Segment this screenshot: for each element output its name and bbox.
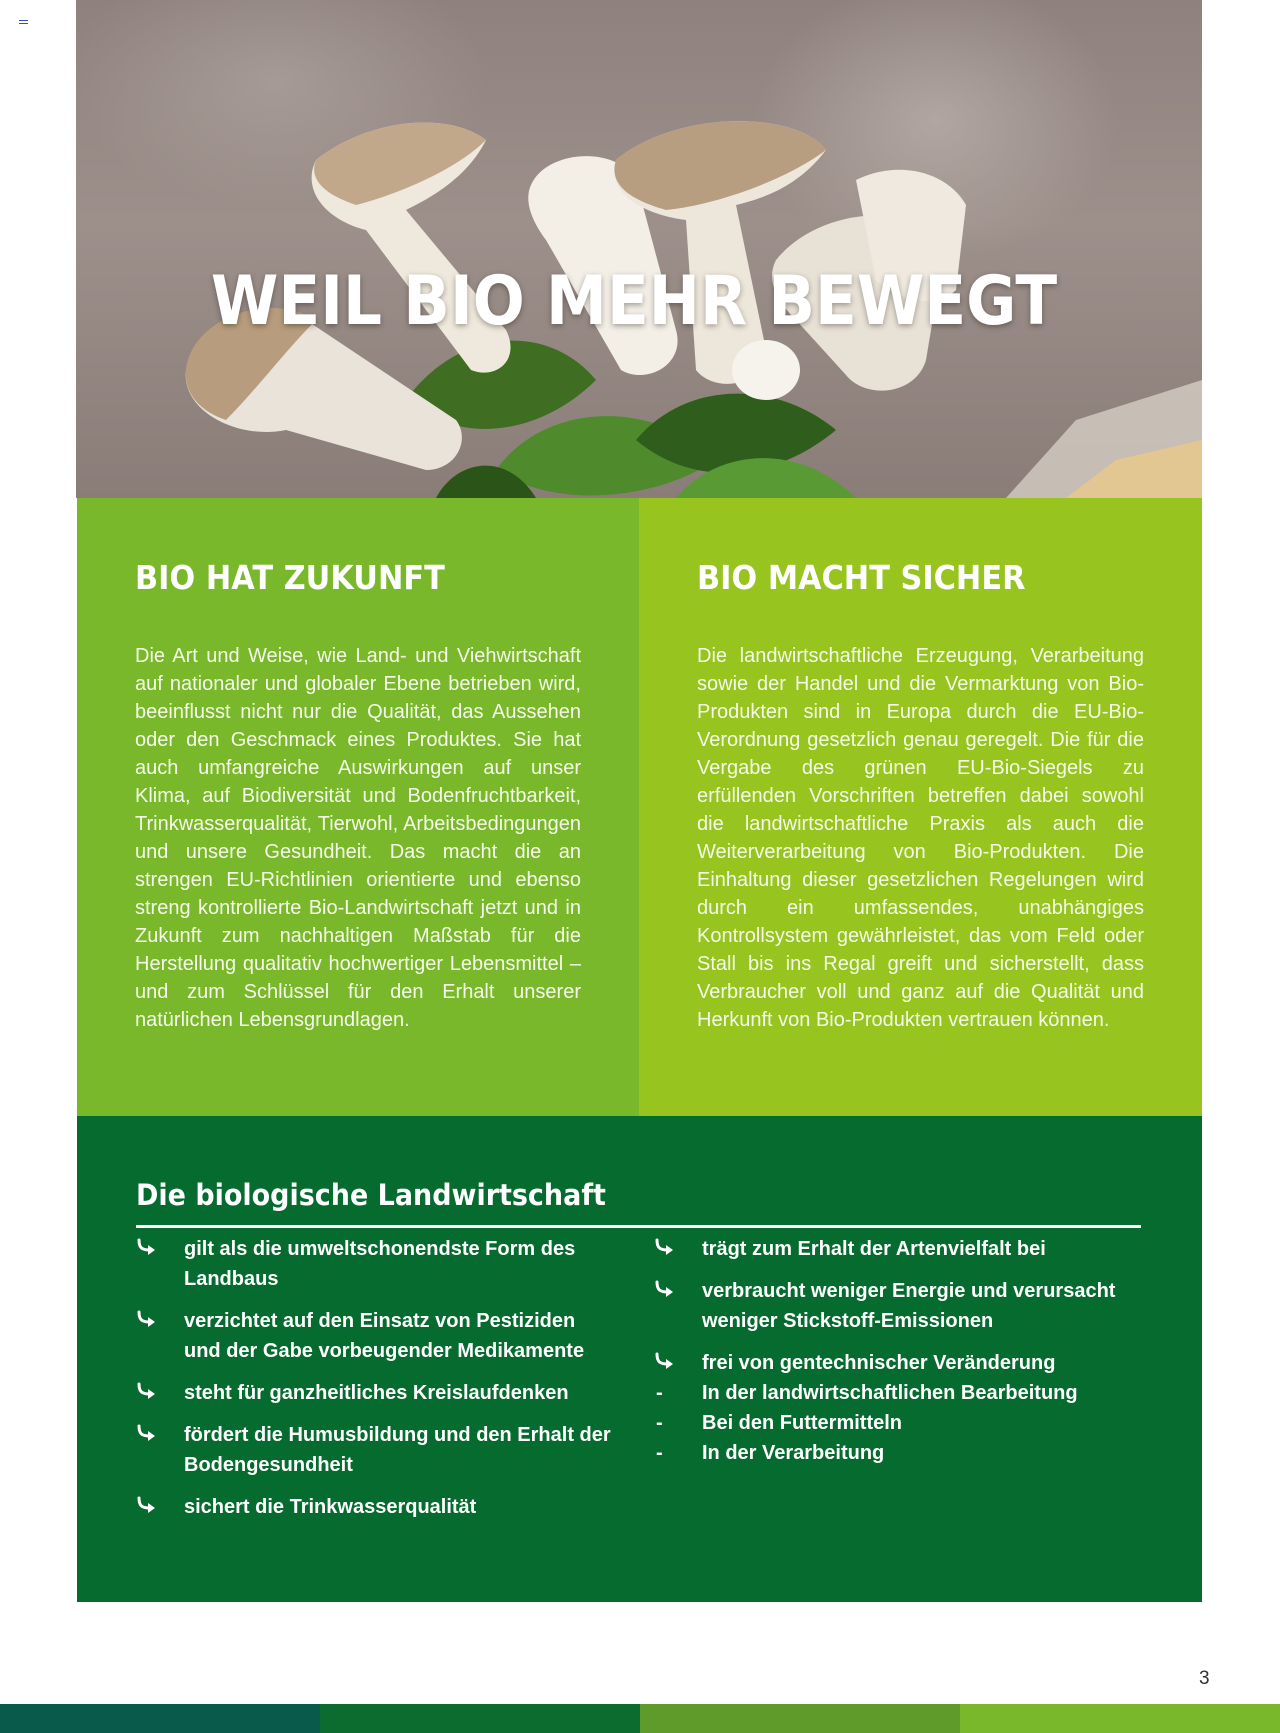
list-item: sichert die Trinkwasserqualität — [136, 1492, 616, 1522]
dash: - — [656, 1382, 663, 1404]
curved-arrow-icon — [654, 1234, 676, 1264]
panel-bio-macht-sicher — [639, 498, 1202, 1116]
list-item: frei von gentechnischer Veränderung — [654, 1348, 1141, 1378]
curved-arrow-icon — [136, 1234, 158, 1264]
curved-arrow-icon — [136, 1378, 158, 1408]
dash: - — [656, 1412, 663, 1434]
mushroom-illustration — [76, 0, 1202, 498]
panel-title: BIO HAT ZUKUNFT — [135, 558, 445, 597]
sub-list-item: - In der landwirtschaftlichen Bearbeitung — [654, 1378, 1141, 1408]
list-item: verzichtet auf den Einsatz von Pestiziden und der Gabe vorbeugender Medikamente — [136, 1306, 616, 1366]
divider — [136, 1225, 1141, 1228]
curved-arrow-icon — [136, 1492, 158, 1522]
footer-stripe — [0, 1704, 320, 1733]
footer-stripe — [960, 1704, 1280, 1733]
list-item: steht für ganzheitliches Kreislaufdenken — [136, 1378, 616, 1408]
sub-list-item: - Bei den Futtermitteln — [654, 1408, 1141, 1438]
panel-text: Die Art und Weise, wie Land- und Viehwirtschaft auf nationaler und globaler Ebene betrieben wird, beeinflusst nicht nur die Qualität, das Aussehen oder den Geschmack eines Produktes. Sie hat auch umfangreiche Auswirkungen auf unser Klima, auf Biodiversität und Bodenfruchtbarkeit, Trinkwasserqualität, Tierwohl, Arbeitsbedingungen und unsere Gesundheit. Das macht die an strengen EU-Richtlinien orientierte und ebenso streng kontrollierte Bio-Landwirtschaft jetzt und in Zukunft zum nachhaltigen Maßstab für die Herstellung qualitativ hochwertiger Lebensmittel – und zum Schlüssel für den Erhalt unserer natürlichen Lebensgrundlagen. — [135, 645, 581, 1031]
footer-stripe — [640, 1704, 960, 1733]
list-item: verbraucht weniger Energie und verursacht weniger Stickstoff-Emissionen — [654, 1276, 1141, 1336]
curved-arrow-icon — [136, 1306, 158, 1336]
hero-title: WEIL BIO MEHR BEWEGT — [210, 262, 1058, 341]
sub-list-item: - In der Verarbeitung — [654, 1438, 1141, 1468]
feature-list-left — [136, 1234, 616, 1534]
list-item: trägt zum Erhalt der Artenvielfalt bei — [654, 1234, 1141, 1264]
hero-image — [76, 0, 1202, 498]
page-number: 3 — [1199, 1668, 1210, 1689]
dash: - — [656, 1442, 663, 1464]
landwirtschaft-section — [77, 1116, 1202, 1602]
curved-arrow-icon — [136, 1420, 158, 1450]
footer-stripe — [320, 1704, 640, 1733]
panel-bio-hat-zukunft — [77, 498, 639, 1116]
menu-icon[interactable] — [19, 20, 28, 27]
feature-list-right — [654, 1234, 1141, 1468]
panel-text: Die landwirtschaftliche Erzeugung, Verarbeitung sowie der Handel und die Vermarktung von Bio-Produkten sind in Europa durch die EU-Bio-Verordnung gesetzlich genau geregelt. Die für die Vergabe des grünen EU-Bio-Siegels zu erfüllenden Vorschriften betreffen dabei sowohl die landwirtschaftliche Praxis als auch die Weiterverarbeitung von Bio-Produkten. Die Einhaltung dieser gesetzlichen Regelungen wird durch ein umfassendes, unabhängiges Kontrollsystem gewährleistet, das vom Feld oder Stall bis ins Regal greift und sicherstellt, dass Verbraucher voll und ganz auf die Qualität und Herkunft von Bio-Produkten vertrauen können. — [697, 645, 1144, 1031]
list-item: gilt als die umweltschonendste Form des Landbaus — [136, 1234, 616, 1294]
section-title: Die biologische Landwirtschaft — [136, 1178, 606, 1212]
curved-arrow-icon — [654, 1348, 676, 1378]
list-item: fördert die Humusbildung und den Erhalt der Bodengesundheit — [136, 1420, 616, 1480]
curved-arrow-icon — [654, 1276, 676, 1306]
panel-title: BIO MACHT SICHER — [697, 558, 1026, 597]
